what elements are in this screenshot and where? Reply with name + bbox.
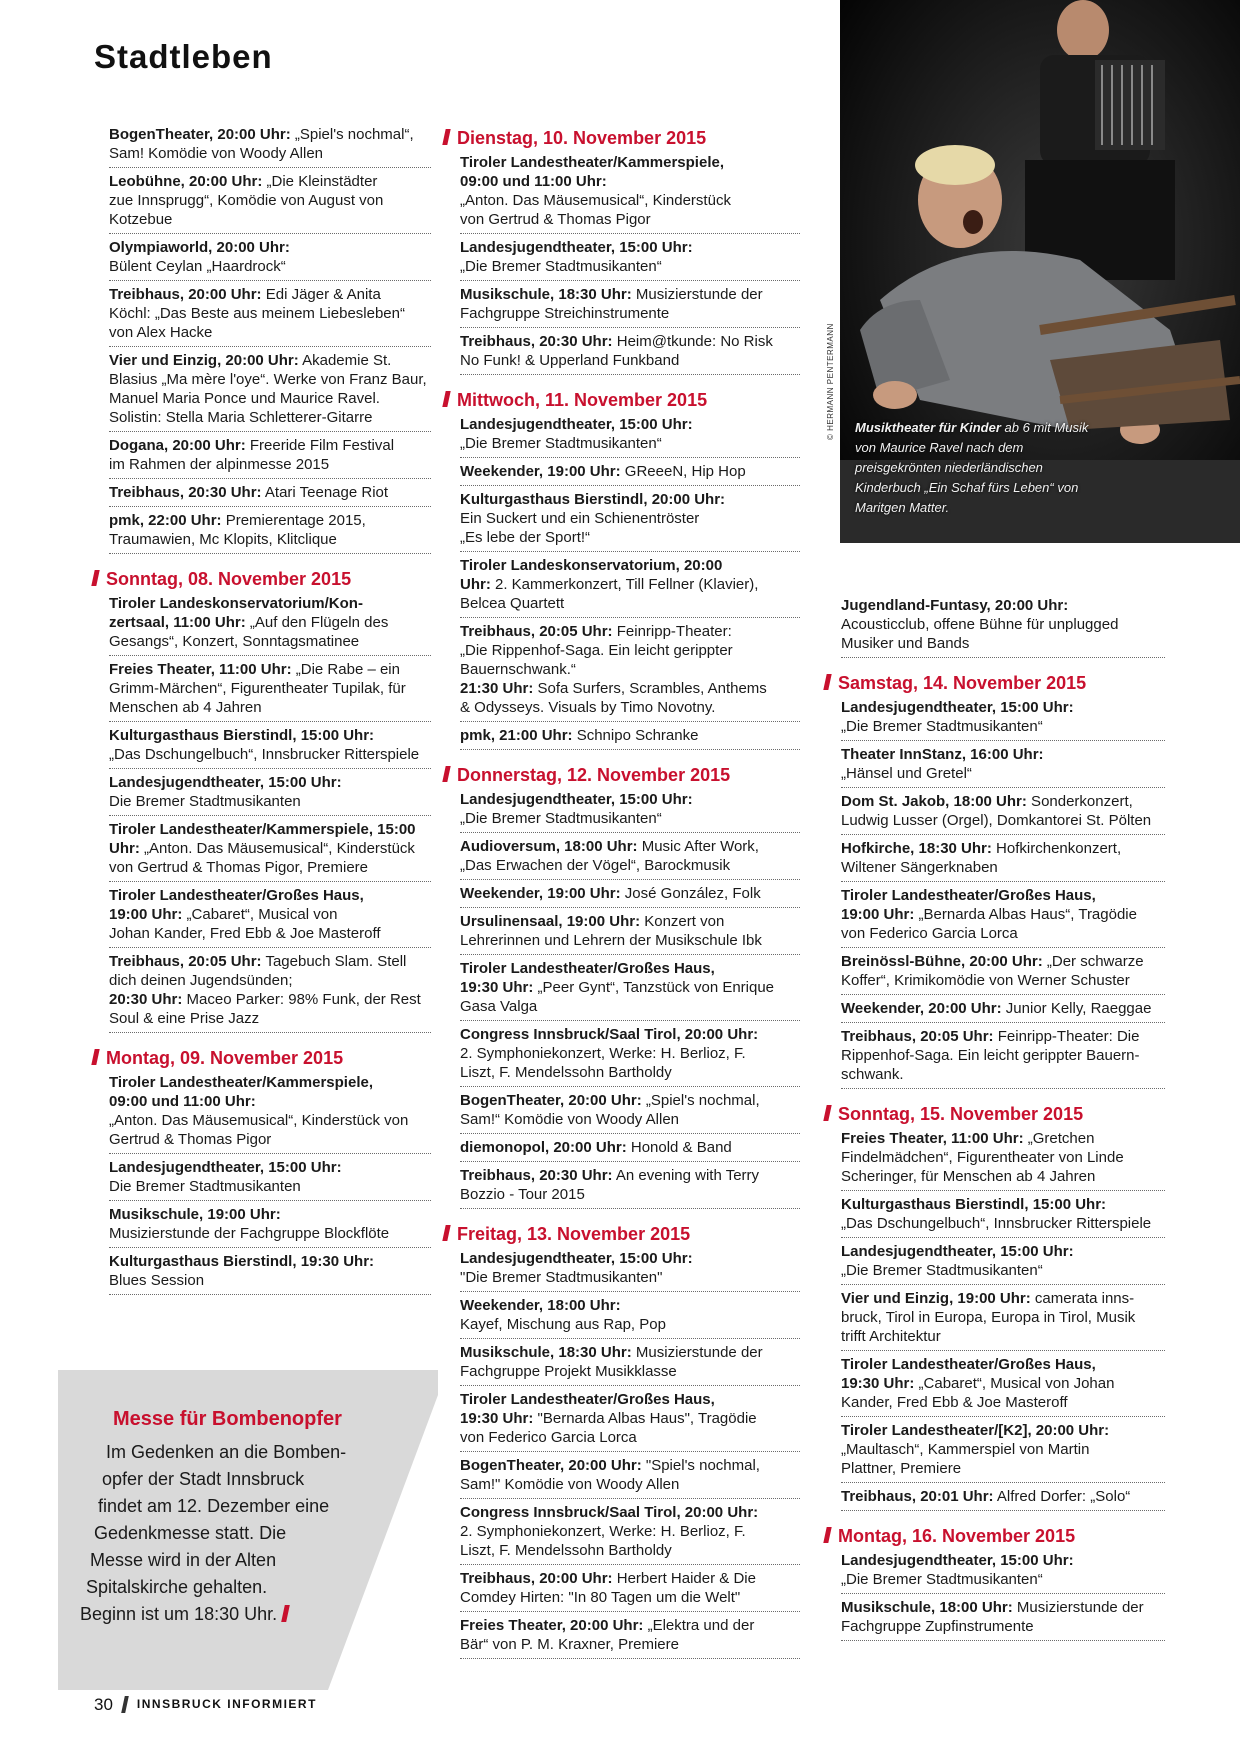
red-slash-mark <box>91 570 99 586</box>
event-entry <box>460 1090 800 1134</box>
day-heading-text: Mittwoch, 11. November 2015 <box>457 390 708 410</box>
event-line: pmk, 22:00 Uhr: Premierentage 2015, <box>109 512 366 529</box>
event-line: zue Innsprugg“, Komödie von August von <box>109 192 384 209</box>
day-heading-text: Dienstag, 10. November 2015 <box>457 128 707 148</box>
event-entry <box>841 1354 1165 1417</box>
event-line: Kulturgasthaus Bierstindl, 20:00 Uhr: <box>460 491 726 508</box>
event-entry <box>841 791 1165 835</box>
day-heading <box>444 764 800 786</box>
event-line: zertsaal, 11:00 Uhr: „Auf den Flügeln des <box>109 614 389 631</box>
event-entry <box>460 1615 800 1659</box>
red-slash-mark <box>91 1049 99 1065</box>
event-line: "Die Bremer Stadtmusikanten" <box>460 1269 663 1286</box>
event-line: Sam! Komödie von Woody Allen <box>109 145 324 162</box>
event-line: schwank. <box>841 1066 904 1083</box>
event-line: Tiroler Landestheater/Großes Haus, <box>841 1356 1096 1373</box>
event-line: Weekender, 20:00 Uhr: Junior Kelly, Raeggae <box>841 1000 1152 1017</box>
event-line: Treibhaus, 20:00 Uhr: Herbert Haider & Die <box>460 1570 756 1587</box>
event-line: „Anton. Das Mäusemusical“, Kinderstück von <box>109 1112 409 1129</box>
event-entry <box>109 1204 431 1248</box>
event-line: Manuel Maria Ponce und Maurice Ravel. <box>109 390 380 407</box>
red-slash-mark <box>823 1527 831 1543</box>
event-line: BogenTheater, 20:00 Uhr: „Spiel's nochmal, <box>460 1092 760 1109</box>
event-line: „Das Dschungelbuch“, Innsbrucker Ritterspiele <box>109 746 420 763</box>
event-line: Leobühne, 20:00 Uhr: „Die Kleinstädter <box>109 173 378 190</box>
event-line: „Die Bremer Stadtmusikanten“ <box>460 435 662 452</box>
event-entry <box>841 998 1165 1023</box>
event-entry <box>460 911 800 955</box>
event-line: dich deinen Jugendsünden; <box>109 972 293 989</box>
event-line: Tiroler Landestheater/Großes Haus, <box>841 887 1096 904</box>
event-line: Menschen ab 4 Jahren <box>109 699 262 716</box>
memorial-title: Messe für Bombenopfer <box>113 1408 342 1430</box>
event-line: 19:30 Uhr: "Bernarda Albas Haus", Tragödie <box>460 1410 757 1427</box>
event-entry <box>109 1072 431 1154</box>
event-entry <box>460 152 800 234</box>
event-line: Fachgruppe Streichinstrumente <box>460 305 670 322</box>
event-line: Kotzebue <box>109 211 173 228</box>
event-line: Tiroler Landestheater/Kammerspiele, <box>109 1074 373 1091</box>
event-entry <box>841 744 1165 788</box>
event-line: Solistin: Stella Maria Schletterer-Gitarre <box>109 409 373 426</box>
event-line: Musikschule, 18:30 Uhr: Musizierstunde der <box>460 286 763 303</box>
event-line: Landesjugendtheater, 15:00 Uhr: <box>841 1552 1074 1569</box>
section-title: Stadtleben <box>94 38 273 75</box>
event-line: „Die Bremer Stadtmusikanten“ <box>460 258 662 275</box>
event-line: 19:00 Uhr: „Cabaret“, Musical von <box>109 906 338 923</box>
event-line: Landesjugendtheater, 15:00 Uhr: <box>841 1243 1074 1260</box>
event-entry <box>460 1024 800 1087</box>
event-line: Die Bremer Stadtmusikanten <box>109 1178 301 1195</box>
event-line: Musikschule, 19:00 Uhr: <box>109 1206 281 1223</box>
day-heading <box>825 1103 1165 1125</box>
day-heading-text: Montag, 09. November 2015 <box>106 1048 344 1068</box>
event-line: Liszt, F. Mendelssohn Bartholdy <box>460 1542 672 1559</box>
event-line: pmk, 21:00 Uhr: Schnipo Schranke <box>460 727 699 744</box>
event-entry <box>460 1455 800 1499</box>
day-heading-text: Sonntag, 15. November 2015 <box>838 1104 1084 1124</box>
event-line: Kulturgasthaus Bierstindl, 19:30 Uhr: <box>109 1253 375 1270</box>
event-line: „Anton. Das Mäusemusical“, Kinderstück <box>460 192 731 209</box>
event-entry <box>460 1165 800 1209</box>
event-line: „Es lebe der Sport!“ <box>460 529 591 546</box>
event-entry <box>109 1251 431 1295</box>
event-line: „Die Rippenhof-Saga. Ein leicht gerippter <box>460 642 733 659</box>
event-entry <box>841 1241 1165 1285</box>
event-line: Kander, Fred Ebb & Joe Masteroff <box>841 1394 1068 1411</box>
red-slash-mark <box>823 1105 831 1121</box>
memorial-line: Spitalskirche gehalten. <box>86 1577 268 1597</box>
day-heading-text: Donnerstag, 12. November 2015 <box>457 765 731 785</box>
event-entry <box>109 124 431 168</box>
event-entry <box>109 284 431 347</box>
event-line: Plattner, Premiere <box>841 1460 962 1477</box>
event-line: Landesjugendtheater, 15:00 Uhr: <box>460 1250 693 1267</box>
event-line: trifft Architektur <box>841 1328 941 1345</box>
event-line: Jugendland-Funtasy, 20:00 Uhr: <box>841 597 1069 614</box>
day-heading-text: Montag, 16. November 2015 <box>838 1526 1076 1546</box>
event-line: von Federico Garcia Lorca <box>841 925 1018 942</box>
event-line: Bülent Ceylan „Haardrock“ <box>109 258 286 275</box>
event-line: Musikschule, 18:30 Uhr: Musizierstunde der <box>460 1344 763 1361</box>
photo-caption-text: ab 6 mit Musik von Maurice Ravel nach dem preisgekrönten niederländischen Kinderbuch „Ein Schaf fürs Leben“ von Maritgen Matter. <box>855 420 1089 515</box>
event-entry <box>109 951 431 1033</box>
event-line: Treibhaus, 20:30 Uhr: Heim@tkunde: No Risk <box>460 333 773 350</box>
event-entry <box>841 885 1165 948</box>
day-heading <box>444 1223 800 1245</box>
event-entry <box>841 697 1165 741</box>
event-line: Olympiaworld, 20:00 Uhr: <box>109 239 290 256</box>
event-line: Fachgruppe Projekt Musikklasse <box>460 1363 677 1380</box>
event-line: bruck, Tirol in Europa, Europa in Tirol, Musik <box>841 1309 1136 1326</box>
event-line: von Gertrud & Thomas Pigor, Premiere <box>109 859 368 876</box>
event-entry <box>841 1026 1165 1089</box>
event-line: Belcea Quartett <box>460 595 565 612</box>
event-line: Dogana, 20:00 Uhr: Freeride Film Festival <box>109 437 395 454</box>
event-line: Kayef, Mischung aus Rap, Pop <box>460 1316 666 1333</box>
event-line: Blues Session <box>109 1272 205 1289</box>
event-line: 2. Symphoniekonzert, Werke: H. Berlioz, F. <box>460 1045 746 1062</box>
event-line: Wiltener Sängerknaben <box>841 859 998 876</box>
event-line: Tiroler Landeskonservatorium, 20:00 <box>460 557 723 574</box>
event-entry <box>460 725 800 750</box>
event-line: Treibhaus, 20:01 Uhr: Alfred Dorfer: „Solo“ <box>841 1488 1131 1505</box>
memorial-line: findet am 12. Dezember eine <box>98 1496 330 1516</box>
event-entry <box>841 1194 1165 1238</box>
event-line: Musiker und Bands <box>841 635 970 652</box>
event-line: BogenTheater, 20:00 Uhr: "Spiel's nochmal, <box>460 1457 760 1474</box>
magazine-name: INNSBRUCK INFORMIERT <box>136 1697 317 1711</box>
event-line: Lehrerinnen und Lehrern der Musikschule Ibk <box>460 932 762 949</box>
event-entry <box>109 725 431 769</box>
day-heading <box>825 1525 1165 1547</box>
photo-credit: © HERMANN PENTERMANN <box>826 323 835 440</box>
event-line: Freies Theater, 20:00 Uhr: „Elektra und der <box>460 1617 755 1634</box>
event-line: Tiroler Landestheater/Großes Haus, <box>109 887 364 904</box>
event-line: Treibhaus, 20:05 Uhr: Tagebuch Slam. Stell <box>109 953 407 970</box>
event-entry <box>460 1248 800 1292</box>
event-line: 19:30 Uhr: „Peer Gynt“, Tanzstück von Enrique <box>460 979 775 996</box>
footer-slash-mark <box>121 1696 129 1713</box>
memorial-line-last <box>80 1604 288 1624</box>
event-entry <box>109 482 431 507</box>
event-line: Sam!“ Komödie von Woody Allen <box>460 1111 680 1128</box>
page-footer <box>94 1695 317 1715</box>
event-line: Breinössl-Bühne, 20:00 Uhr: „Der schwarze <box>841 953 1144 970</box>
event-line: Dom St. Jakob, 18:00 Uhr: Sonderkonzert, <box>841 793 1133 810</box>
event-line: Traumawien, Mc Klopits, Klitclique <box>109 531 337 548</box>
memorial-line: Gedenkmesse statt. Die <box>94 1523 287 1543</box>
event-line: Freies Theater, 11:00 Uhr: „Gretchen <box>841 1130 1095 1147</box>
event-line: 19:30 Uhr: „Cabaret“, Musical von Johan <box>841 1375 1115 1392</box>
event-entry <box>841 1288 1165 1351</box>
event-line: Köchl: „Das Beste aus meinem Liebesleben“ <box>109 305 405 322</box>
event-entry <box>841 1550 1165 1594</box>
event-line: Treibhaus, 20:30 Uhr: Atari Teenage Riot <box>109 484 389 501</box>
event-line: Uhr: „Anton. Das Mäusemusical“, Kinderstück <box>109 840 415 857</box>
event-line: 21:30 Uhr: Sofa Surfers, Scrambles, Anthems <box>460 680 767 697</box>
event-line: Findelmädchen“, Figurentheater von Linde <box>841 1149 1124 1166</box>
event-line: Tiroler Landestheater/Kammerspiele, <box>460 154 724 171</box>
event-line: No Funk! & Upperland Funkband <box>460 352 680 369</box>
event-entry <box>460 1568 800 1612</box>
event-line: Audioversum, 18:00 Uhr: Music After Work, <box>460 838 759 855</box>
event-line: „Die Bremer Stadtmusikanten“ <box>841 718 1043 735</box>
event-entry <box>841 595 1165 658</box>
red-slash-mark <box>442 766 450 782</box>
event-entry <box>460 621 800 722</box>
event-entry <box>460 1295 800 1339</box>
event-line: „Die Bremer Stadtmusikanten“ <box>841 1262 1043 1279</box>
event-line: Gesangs“, Konzert, Sonntagsmatinee <box>109 633 360 650</box>
event-entry <box>460 1389 800 1452</box>
event-entry <box>841 1128 1165 1191</box>
photo-caption <box>855 418 1095 518</box>
event-line: 20:30 Uhr: Maceo Parker: 98% Funk, der Rest <box>109 991 421 1008</box>
event-line: Landesjugendtheater, 15:00 Uhr: <box>460 416 693 433</box>
event-entry <box>460 555 800 618</box>
event-entry <box>109 593 431 656</box>
event-line: Landesjugendtheater, 15:00 Uhr: <box>109 774 342 791</box>
event-line: Treibhaus, 20:30 Uhr: An evening with Terry <box>460 1167 760 1184</box>
event-line: Weekender, 18:00 Uhr: <box>460 1297 621 1314</box>
event-line: 2. Symphoniekonzert, Werke: H. Berlioz, F. <box>460 1523 746 1540</box>
event-line: Musikschule, 18:00 Uhr: Musizierstunde der <box>841 1599 1144 1616</box>
day-heading <box>825 672 1165 694</box>
events-column-1 <box>106 124 431 1298</box>
event-line: Gertrud & Thomas Pigor <box>109 1131 272 1148</box>
event-line: Kulturgasthaus Bierstindl, 15:00 Uhr: <box>841 1196 1107 1213</box>
event-entry <box>109 171 431 234</box>
event-line: Kulturgasthaus Bierstindl, 15:00 Uhr: <box>109 727 375 744</box>
event-entry <box>460 1137 800 1162</box>
event-entry <box>460 789 800 833</box>
event-line: Treibhaus, 20:05 Uhr: Feinripp-Theater: <box>460 623 732 640</box>
event-line: „Die Bremer Stadtmusikanten“ <box>460 810 662 827</box>
event-entry <box>109 350 431 432</box>
day-heading-text: Samstag, 14. November 2015 <box>838 673 1087 693</box>
event-line: 09:00 und 11:00 Uhr: <box>109 1093 256 1110</box>
event-line: Treibhaus, 20:00 Uhr: Edi Jäger & Anita <box>109 286 381 303</box>
event-entry <box>109 510 431 554</box>
event-line: Landesjugendtheater, 15:00 Uhr: <box>460 791 693 808</box>
event-entry <box>460 883 800 908</box>
memorial-line-text: Beginn ist um 18:30 Uhr. <box>80 1604 278 1624</box>
event-line: Tiroler Landeskonservatorium/Kon- <box>109 595 363 612</box>
event-line: Comdey Hirten: "In 80 Tagen um die Welt" <box>460 1589 741 1606</box>
red-slash-mark <box>823 674 831 690</box>
red-slash-mark <box>442 129 450 145</box>
event-line: „Das Dschungelbuch“, Innsbrucker Ritterspiele <box>841 1215 1152 1232</box>
memorial-line: Messe wird in der Alten <box>90 1550 277 1570</box>
event-entry <box>460 836 800 880</box>
event-line: Koffer“, Krimikomödie von Werner Schuster <box>841 972 1130 989</box>
day-heading <box>444 127 800 149</box>
event-line: Tiroler Landestheater/Großes Haus, <box>460 960 715 977</box>
events-column-3 <box>838 595 1165 1644</box>
event-line: Ludwig Lusser (Orgel), Domkantorei St. Pölten <box>841 812 1152 829</box>
event-line: „Hänsel und Gretel“ <box>841 765 972 782</box>
event-line: Landesjugendtheater, 15:00 Uhr: <box>460 239 693 256</box>
red-slash-mark <box>442 391 450 407</box>
event-line: Theater InnStanz, 16:00 Uhr: <box>841 746 1044 763</box>
event-line: Vier und Einzig, 19:00 Uhr: camerata inns- <box>841 1290 1135 1307</box>
event-line: Ursulinensaal, 19:00 Uhr: Konzert von <box>460 913 725 930</box>
event-line: Bär“ von P. M. Kraxner, Premiere <box>460 1636 679 1653</box>
event-line: Landesjugendtheater, 15:00 Uhr: <box>841 699 1074 716</box>
event-line: „Die Bremer Stadtmusikanten“ <box>841 1571 1043 1588</box>
event-line: „Das Erwachen der Vögel“, Barockmusik <box>460 857 731 874</box>
event-entry <box>841 951 1165 995</box>
event-entry <box>460 958 800 1021</box>
event-line: Weekender, 19:00 Uhr: GReeeN, Hip Hop <box>460 463 746 480</box>
day-heading <box>93 568 431 590</box>
event-line: Landesjugendtheater, 15:00 Uhr: <box>109 1159 342 1176</box>
event-line: diemonopol, 20:00 Uhr: Honold & Band <box>460 1139 732 1156</box>
day-heading-text: Sonntag, 08. November 2015 <box>106 569 352 589</box>
event-line: Uhr: 2. Kammerkonzert, Till Fellner (Klavier), <box>460 576 759 593</box>
event-line: Acousticclub, offene Bühne für unplugged <box>841 616 1119 633</box>
event-line: Johan Kander, Fred Ebb & Joe Masteroff <box>109 925 381 942</box>
event-entry <box>841 1420 1165 1483</box>
event-entry <box>109 435 431 479</box>
events-column-2 <box>457 127 800 1662</box>
event-line: Vier und Einzig, 20:00 Uhr: Akademie St. <box>109 352 392 369</box>
event-line: von Alex Hacke <box>109 324 213 341</box>
event-line: Bozzio - Tour 2015 <box>460 1186 585 1203</box>
event-line: Bauernschwank.“ <box>460 661 576 678</box>
event-entry <box>109 885 431 948</box>
event-entry <box>109 237 431 281</box>
event-line: & Odysseys. Visuals by Timo Novotny. <box>460 699 716 716</box>
photo-caption-bold: Musiktheater für Kinder <box>855 420 1001 435</box>
event-line: Treibhaus, 20:05 Uhr: Feinripp-Theater: Die <box>841 1028 1140 1045</box>
day-heading-text: Freitag, 13. November 2015 <box>457 1224 691 1244</box>
event-line: Congress Innsbruck/Saal Tirol, 20:00 Uhr: <box>460 1026 759 1043</box>
event-entry <box>460 489 800 552</box>
event-line: Weekender, 19:00 Uhr: José González, Folk <box>460 885 761 902</box>
event-entry <box>460 284 800 328</box>
event-entry <box>841 1486 1165 1511</box>
event-line: Soul & eine Prise Jazz <box>109 1010 260 1027</box>
event-line: Tiroler Landestheater/Großes Haus, <box>460 1391 715 1408</box>
event-line: 19:00 Uhr: „Bernarda Albas Haus“, Tragödie <box>841 906 1137 923</box>
event-entry <box>460 461 800 486</box>
event-entry <box>460 331 800 375</box>
event-entry <box>841 838 1165 882</box>
event-line: Scheringer, für Menschen ab 4 Jahren <box>841 1168 1096 1185</box>
event-line: Congress Innsbruck/Saal Tirol, 20:00 Uhr: <box>460 1504 759 1521</box>
event-line: im Rahmen der alpinmesse 2015 <box>109 456 330 473</box>
event-line: Sam!" Komödie von Woody Allen <box>460 1476 680 1493</box>
event-entry <box>109 819 431 882</box>
event-line: von Federico Garcia Lorca <box>460 1429 637 1446</box>
event-entry <box>109 1157 431 1201</box>
red-slash-mark <box>442 1225 450 1241</box>
event-line: von Gertrud & Thomas Pigor <box>460 211 651 228</box>
event-entry <box>460 237 800 281</box>
event-entry <box>460 1342 800 1386</box>
event-entry <box>109 772 431 816</box>
event-entry <box>109 659 431 722</box>
memorial-line: Im Gedenken an die Bomben- <box>106 1442 347 1462</box>
event-entry <box>841 1597 1165 1641</box>
day-heading <box>93 1047 431 1069</box>
event-line: Ein Suckert und ein Schienentröster <box>460 510 700 527</box>
event-entry <box>460 1502 800 1565</box>
event-line: Grimm-Märchen“, Figurentheater Tupilak, für <box>109 680 406 697</box>
event-line: Freies Theater, 11:00 Uhr: „Die Rabe – ein <box>109 661 400 678</box>
event-line: Blasius „Ma mère l'oye“. Werke von Franz Baur, <box>109 371 427 388</box>
page-number: 30 <box>94 1695 113 1714</box>
event-line: Gasa Valga <box>460 998 538 1015</box>
event-line: Die Bremer Stadtmusikanten <box>109 793 301 810</box>
event-line: BogenTheater, 20:00 Uhr: „Spiel's nochmal“, <box>109 126 414 143</box>
event-line: Fachgruppe Zupfinstrumente <box>841 1618 1034 1635</box>
event-line: Hofkirche, 18:30 Uhr: Hofkirchenkonzert, <box>841 840 1122 857</box>
event-line: Tiroler Landestheater/Kammerspiele, 15:00 <box>109 821 416 838</box>
event-line: Liszt, F. Mendelssohn Bartholdy <box>460 1064 672 1081</box>
event-entry <box>460 414 800 458</box>
event-line: 09:00 und 11:00 Uhr: <box>460 173 607 190</box>
event-line: Musizierstunde der Fachgruppe Blockflöte <box>109 1225 390 1242</box>
event-line: Rippenhof-Saga. Ein leicht gerippter Bauern- <box>841 1047 1140 1064</box>
day-heading <box>444 389 800 411</box>
memorial-line: opfer der Stadt Innsbruck <box>102 1469 305 1489</box>
event-line: „Maultasch“, Kammerspiel von Martin <box>841 1441 1090 1458</box>
event-line: Tiroler Landestheater/[K2], 20:00 Uhr: <box>841 1422 1110 1439</box>
